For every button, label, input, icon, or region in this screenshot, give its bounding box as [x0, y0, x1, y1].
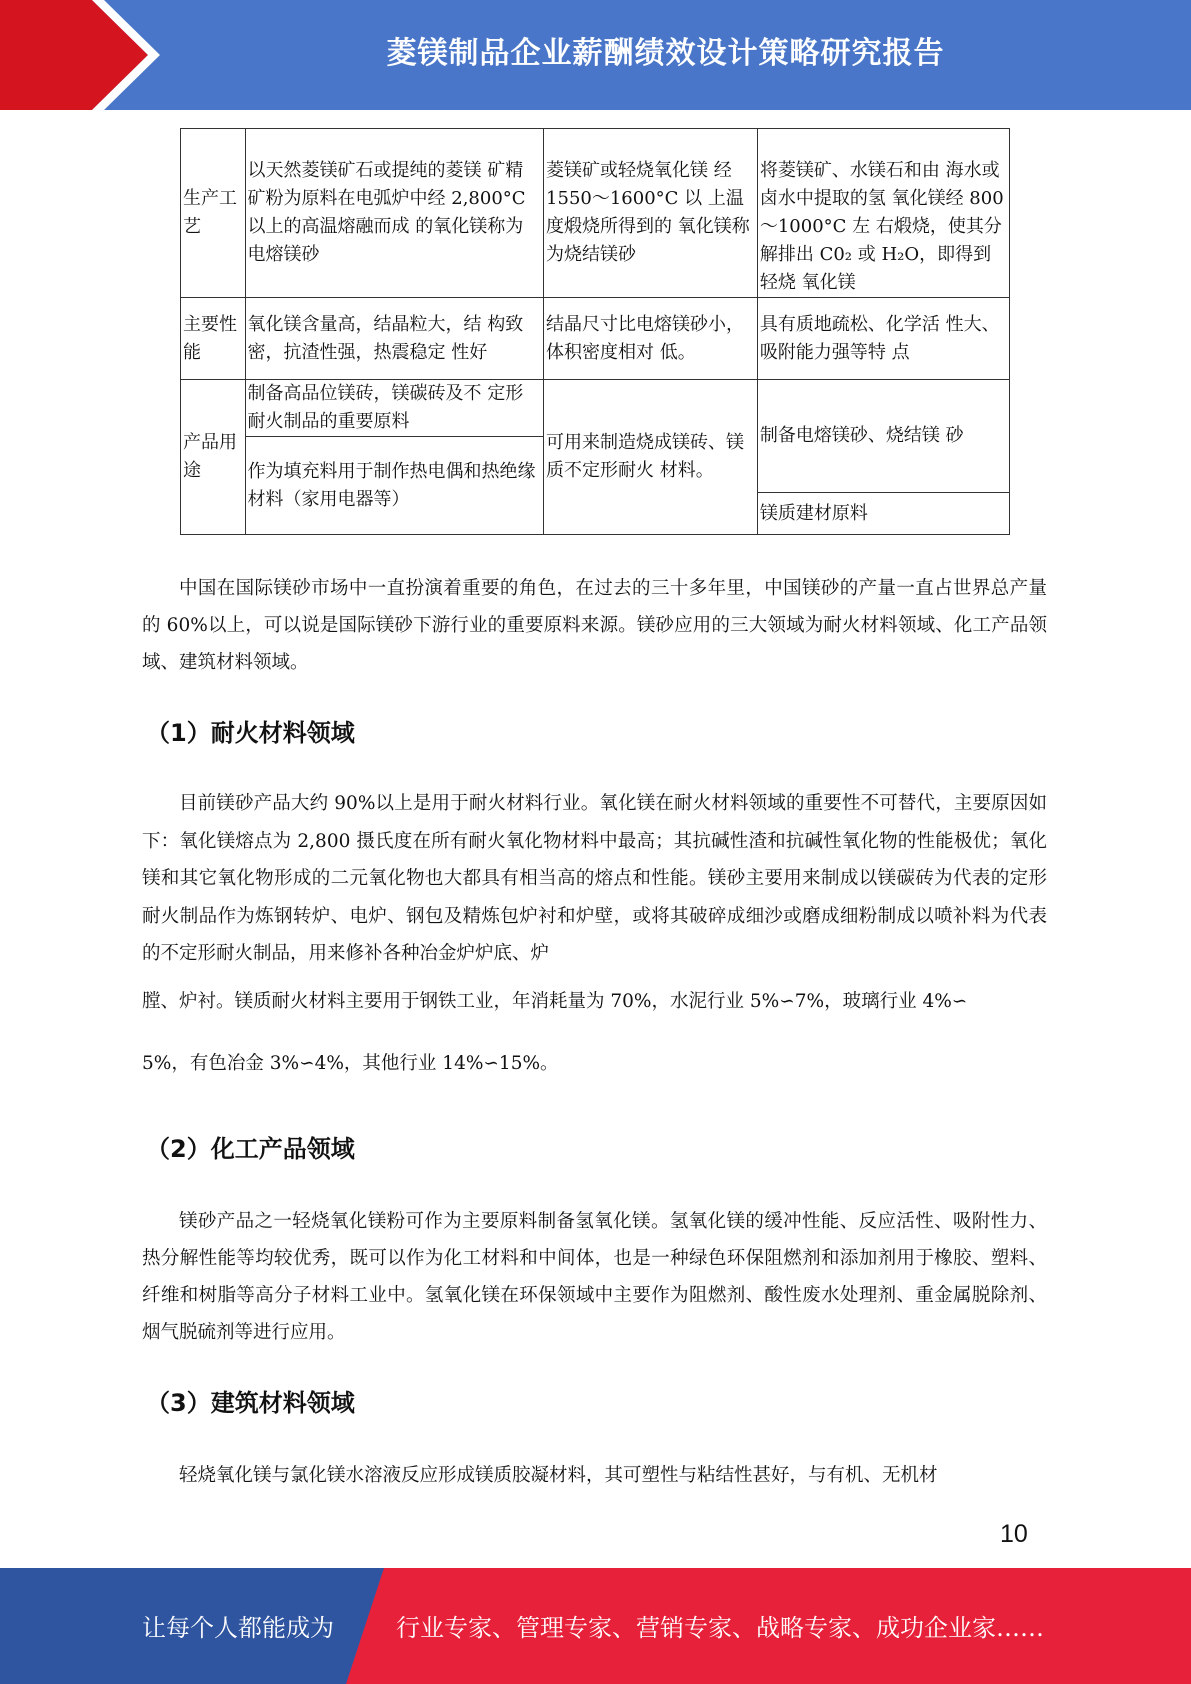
footer-slogan-left: 让每个人都能成为 [142, 1614, 334, 1642]
row-label-performance: 主要性能 [181, 298, 246, 380]
refractory-paragraph: 目前镁砂产品大约 90%以上是用于耐火材料行业。氧化镁在耐火材料领域的重要性不可替代，主要原因如下：氧化镁熔点为 2,800 摄氏度在所有耐火氧化物材料中最高；其抗碱性渣和抗碱性氧化物的性能极优；氧化镁和其它氧化物形成的二元氧化物也大都具有相当高的熔点和性能。镁砂主要用来制成以镁碳砖为代表的定形耐火制品作为炼钢转炉、电炉、钢包及精炼包炉衬和炉壁，或将其破碎成细沙或磨成细粉制成以喷补料为代表的不定形耐火制品，用来修补各种冶金炉炉底、炉 [142, 793, 1047, 964]
table-cell: 菱镁矿或轻烧氧化镁 经 1550～1600°C 以 上温度煅烧所得到的 氧化镁称为烧结镁砂 [544, 129, 758, 298]
table-cell: 结晶尺寸比电熔镁砂小，体积密度相对 低。 [544, 298, 758, 380]
refractory-paragraph-cont: 膛、炉衬。镁质耐火材料主要用于钢铁工业，年消耗量为 70%，水泥行业 5%∽7%，玻璃行业 4%∽ [142, 991, 968, 1012]
report-title: 菱镁制品企业薪酬绩效设计策略研究报告 [386, 36, 945, 71]
table-cell: 作为填充料用于制作热电偶和热绝缘材料（家用电器等） [245, 437, 544, 535]
table-cell: 制备电熔镁砂、烧结镁 砂 [757, 380, 1009, 493]
footer-slogan-right: 行业专家、管理专家、营销专家、战略专家、成功企业家…… [396, 1614, 1044, 1642]
table-row [181, 129, 1010, 298]
table-cell: 氧化镁含量高，结晶粒大，结 构致密，抗渣性强，热震稳定 性好 [245, 298, 544, 380]
table-cell: 以天然菱镁矿石或提纯的菱镁 矿精矿粉为原料在电弧炉中经 2,800°C 以上的高温熔融而成 的氧化镁称为电熔镁砂 [245, 129, 544, 298]
intro-paragraph: 中国在国际镁砂市场中一直扮演着重要的角色，在过去的三十多年里，中国镁砂的产量一直占世界总产量的 60%以上，可以说是国际镁砂下游行业的重要原料来源。镁砂应用的三大领域为耐火材料领域、化工产品领域、建筑材料领域。 [142, 578, 1047, 673]
table-cell: 镁质建材原料 [757, 493, 1009, 535]
row-label-process: 生产工艺 [181, 129, 246, 298]
construction-paragraph: 轻烧氧化镁与氯化镁水溶液反应形成镁质胶凝材料，其可塑性与粘结性甚好，与有机、无机材 [179, 1465, 938, 1486]
refractory-paragraph-end: 5%，有色冶金 3%∽4%，其他行业 14%∽15%。 [142, 1053, 559, 1074]
table-cell: 可用来制造烧成镁砖、镁质不定形耐火 材料。 [544, 380, 758, 535]
page-footer [0, 1568, 1191, 1684]
section-heading-construction: （3）建筑材料领域 [146, 1389, 355, 1417]
section-heading-chemical: （2）化工产品领域 [146, 1135, 355, 1163]
chemical-paragraph: 镁砂产品之一轻烧氧化镁粉可作为主要原料制备氢氧化镁。氢氧化镁的缓冲性能、反应活性、吸附性力、热分解性能等均较优秀，既可以作为化工材料和中间体，也是一种绿色环保阻燃剂和添加剂用于橡胶、塑料、纤维和树脂等高分子材料工业中。氢氧化镁在环保领域中主要作为阻燃剂、酸性废水处理剂、重金属脱除剂、烟气脱硫剂等进行应用。 [142, 1211, 1047, 1343]
magnesia-comparison-table [180, 128, 1010, 535]
table-row [181, 298, 1010, 380]
page-header [0, 0, 1191, 110]
page-number: 10 [1000, 1520, 1028, 1548]
table-cell: 具有质地疏松、化学活 性大、吸附能力强等特 点 [757, 298, 1009, 380]
table-row [181, 380, 1010, 437]
table-cell: 将菱镁矿、水镁石和由 海水或卤水中提取的氢 氧化镁经 800～1000°C 左 右煅烧，使其分解排出 C0₂ 或 H₂O，即得到轻烧 氧化镁 [757, 129, 1009, 298]
row-label-usage: 产品用途 [181, 380, 246, 535]
table-cell: 制备高品位镁砖，镁碳砖及不 定形耐火制品的重要原料 [245, 380, 544, 437]
section-heading-refractory: （1）耐火材料领域 [146, 719, 355, 747]
